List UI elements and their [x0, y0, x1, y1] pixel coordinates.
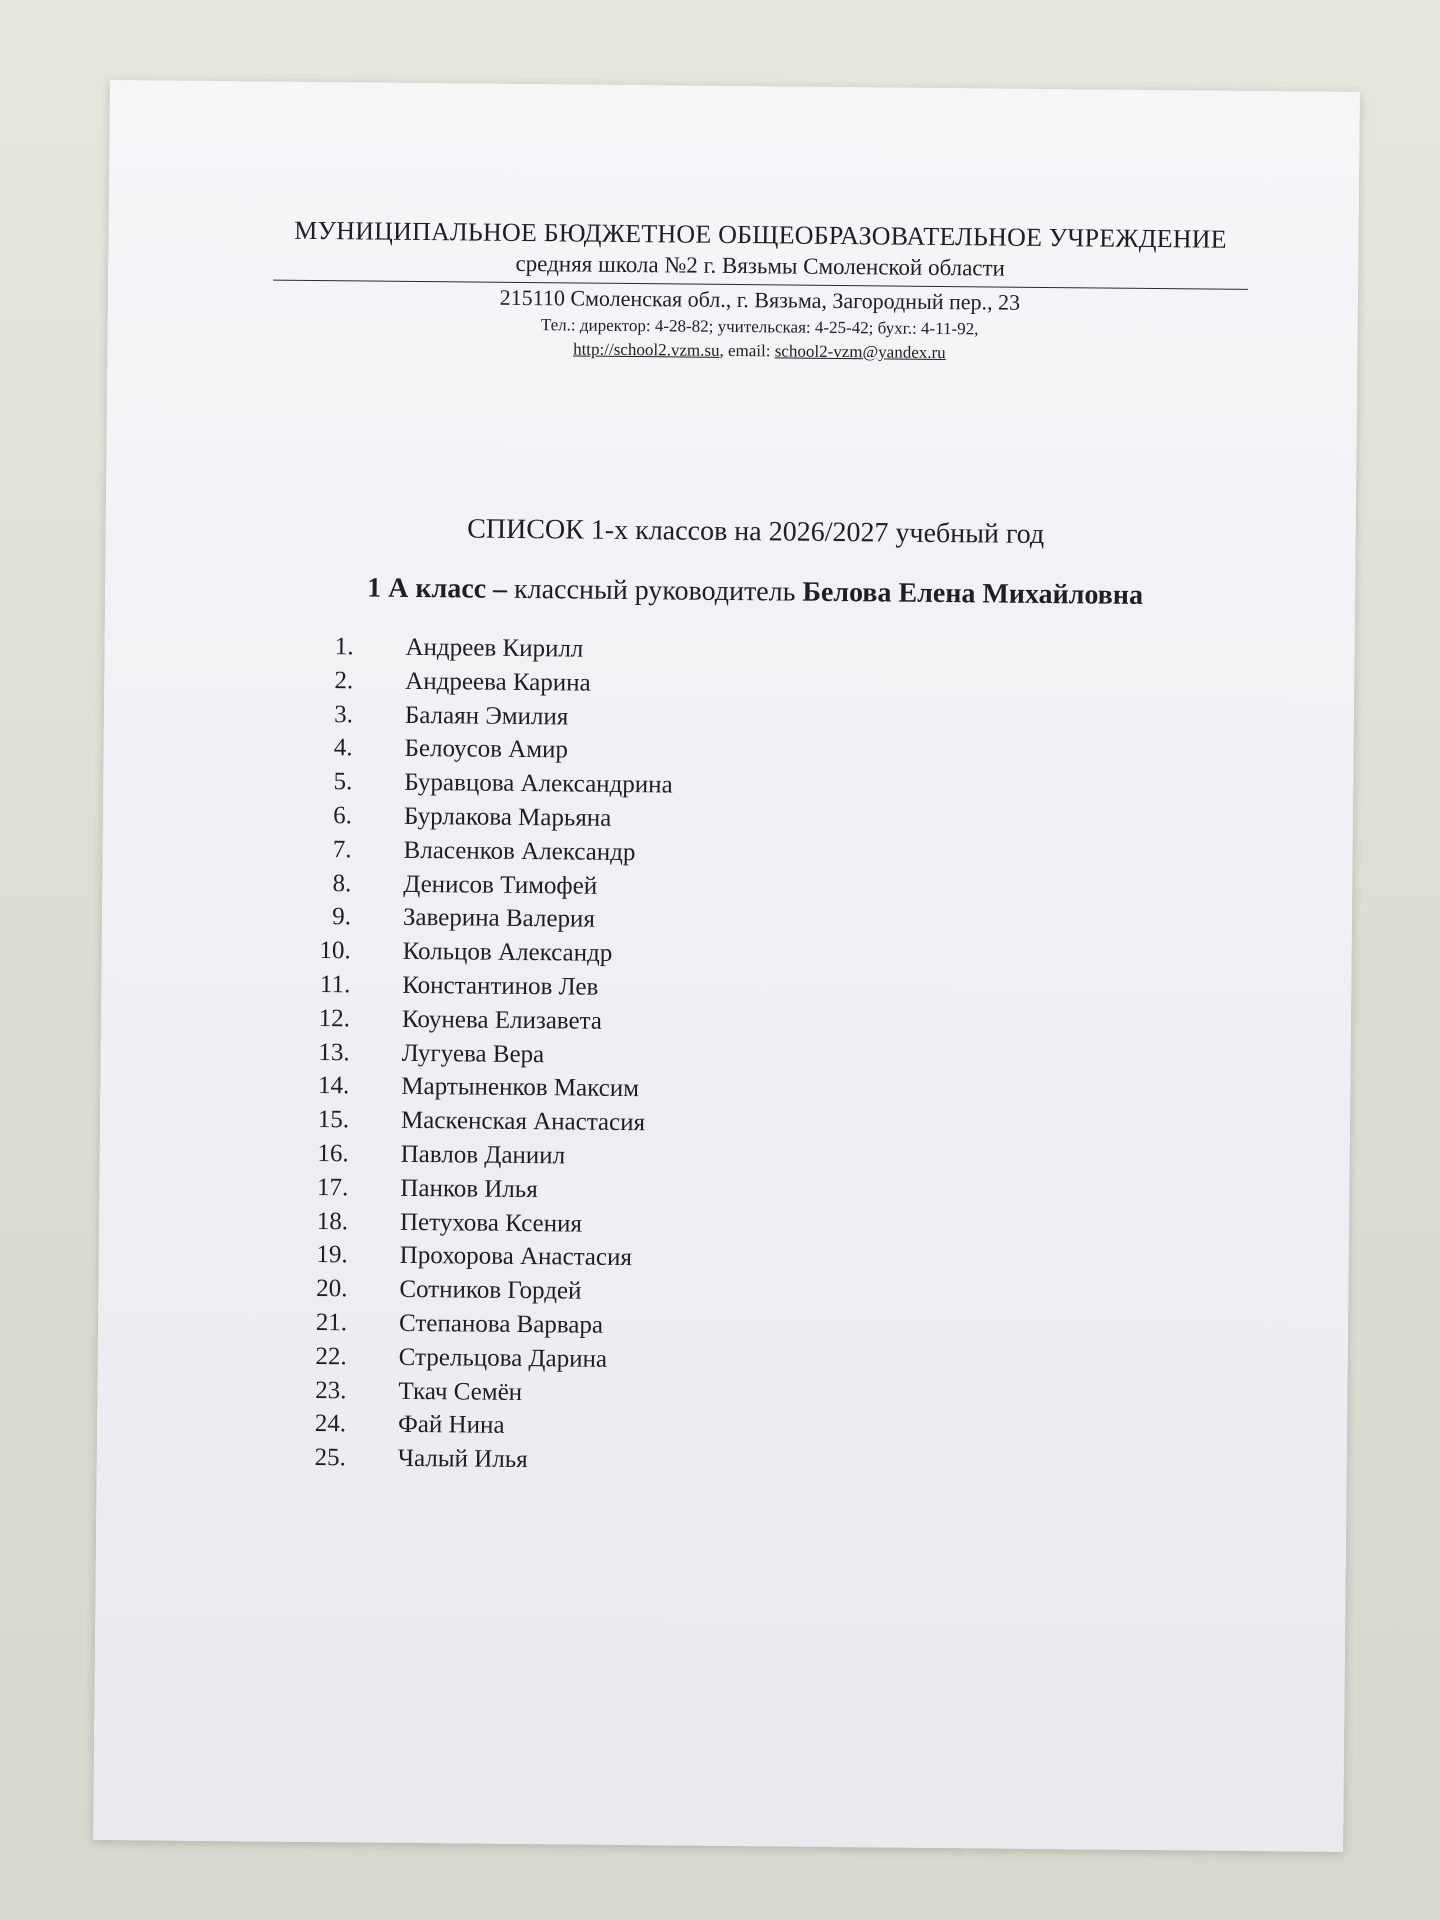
- list-item: [279, 1204, 669, 1242]
- student-name: Кольцов Александр: [402, 938, 613, 968]
- student-name: Мартыненков Максим: [401, 1073, 640, 1103]
- student-name: Заверина Валерия: [402, 904, 596, 934]
- list-item-number: 12.: [318, 1004, 351, 1033]
- student-name: Ткач Семён: [398, 1377, 523, 1406]
- list-item-number: 8.: [332, 869, 352, 897]
- list-item: [284, 697, 674, 735]
- list-item: [283, 765, 673, 803]
- student-name: Бурлакова Марьяна: [403, 802, 612, 832]
- list-item-number: 13.: [318, 1038, 350, 1066]
- list-title: СПИСОК 1-х классов на 2026/2027 учебный год: [467, 513, 1045, 550]
- student-name: Балаян Эмилия: [404, 701, 569, 731]
- list-item: [278, 1306, 668, 1344]
- email-label: , email:: [719, 340, 775, 361]
- student-name: Павлов Даниил: [400, 1140, 566, 1170]
- list-item-number: 9.: [332, 903, 352, 931]
- student-name: Сотников Гордей: [399, 1275, 582, 1305]
- list-item-number: 22.: [315, 1342, 347, 1371]
- list-item-number: 10.: [319, 937, 351, 965]
- list-item: [281, 1035, 671, 1073]
- student-name: Степанова Варвара: [398, 1309, 604, 1339]
- student-name: Фай Нина: [397, 1411, 505, 1440]
- list-item: [280, 1069, 670, 1107]
- website-link: http://school2.vzm.su: [573, 339, 720, 360]
- student-name: Коунева Елизавета: [401, 1005, 603, 1035]
- list-item-number: 6.: [333, 802, 353, 830]
- class-label: 1 А класс –: [367, 572, 508, 605]
- list-item-number: 7.: [332, 835, 352, 864]
- student-name: Петухова Ксения: [399, 1208, 583, 1238]
- list-item: [280, 1103, 670, 1141]
- list-item-number: 11.: [319, 971, 351, 999]
- list-item: [279, 1238, 669, 1276]
- list-item: [278, 1339, 668, 1377]
- list-item: [282, 866, 672, 904]
- school-name: средняя школа №2 г. Вязьмы Смоленской области: [515, 250, 1006, 281]
- list-item-number: 20.: [316, 1275, 348, 1303]
- student-name: Буравцова Александрина: [404, 769, 673, 799]
- list-item-number: 19.: [316, 1241, 348, 1269]
- list-item-number: 23.: [315, 1376, 347, 1404]
- student-name: Андреева Карина: [405, 667, 591, 697]
- list-item-number: 3.: [334, 700, 354, 728]
- letterhead: [107, 212, 1358, 369]
- student-name: Прохорова Анастасия: [399, 1242, 633, 1272]
- list-item-number: 21.: [315, 1308, 348, 1337]
- list-item: [284, 630, 674, 668]
- list-item-number: 18.: [316, 1207, 349, 1235]
- school-address: 215110 Смоленская обл., г. Вязьма, Загородный пер., 23: [499, 284, 1021, 315]
- list-item-number: 1.: [334, 633, 354, 661]
- list-item-number: 25.: [314, 1444, 346, 1472]
- list-item: [282, 832, 672, 870]
- list-item-number: 4.: [333, 734, 353, 762]
- student-name: Маскенская Анастасия: [400, 1106, 646, 1137]
- student-name: Чалый Илья: [397, 1444, 528, 1474]
- student-name: Стрельцова Дарина: [398, 1343, 608, 1373]
- class-heading: [255, 571, 1255, 613]
- list-item-number: 14.: [317, 1072, 350, 1100]
- list-item-number: 5.: [333, 768, 353, 796]
- list-item: [278, 1272, 668, 1310]
- student-list: [277, 630, 675, 1479]
- list-item: [281, 968, 671, 1006]
- paper-sheet: [93, 80, 1360, 1852]
- student-name: Андреев Кирилл: [405, 633, 584, 663]
- email-link: school2-vzm@yandex.ru: [774, 341, 946, 363]
- teacher-name: Белова Елена Михайловна: [802, 576, 1144, 611]
- student-name: Денисов Тимофей: [403, 870, 598, 900]
- list-item: [277, 1441, 667, 1479]
- list-item: [281, 1001, 671, 1039]
- list-item-number: 24.: [314, 1410, 347, 1438]
- org-name: МУНИЦИПАЛЬНОЕ БЮДЖЕТНОЕ ОБЩЕОБРАЗОВАТЕЛЬНОЕ УЧРЕЖДЕНИЕ: [294, 215, 1227, 254]
- list-item: [279, 1170, 669, 1208]
- student-name: Константинов Лев: [402, 971, 599, 1001]
- list-item: [282, 900, 672, 938]
- student-name: Лугуева Вера: [401, 1039, 545, 1068]
- list-item: [277, 1373, 667, 1411]
- list-item: [281, 934, 671, 972]
- student-name: Белоусов Амир: [404, 735, 569, 764]
- student-name: Панков Илья: [400, 1174, 538, 1203]
- list-item-number: 17.: [317, 1173, 349, 1202]
- list-item-number: 15.: [317, 1106, 350, 1134]
- teacher-label: классный руководитель: [506, 573, 803, 608]
- list-item-number: 2.: [334, 666, 354, 695]
- school-phones: Тел.: директор: 4-28-82; учительская: 4-25-42; бухг.: 4-11-92,: [540, 315, 979, 339]
- list-item: [280, 1137, 670, 1175]
- list-item: [277, 1407, 667, 1445]
- list-item-number: 16.: [317, 1139, 349, 1168]
- list-item: [284, 663, 674, 701]
- student-name: Власенков Александр: [403, 836, 636, 866]
- list-item: [283, 731, 673, 769]
- list-item: [283, 799, 673, 837]
